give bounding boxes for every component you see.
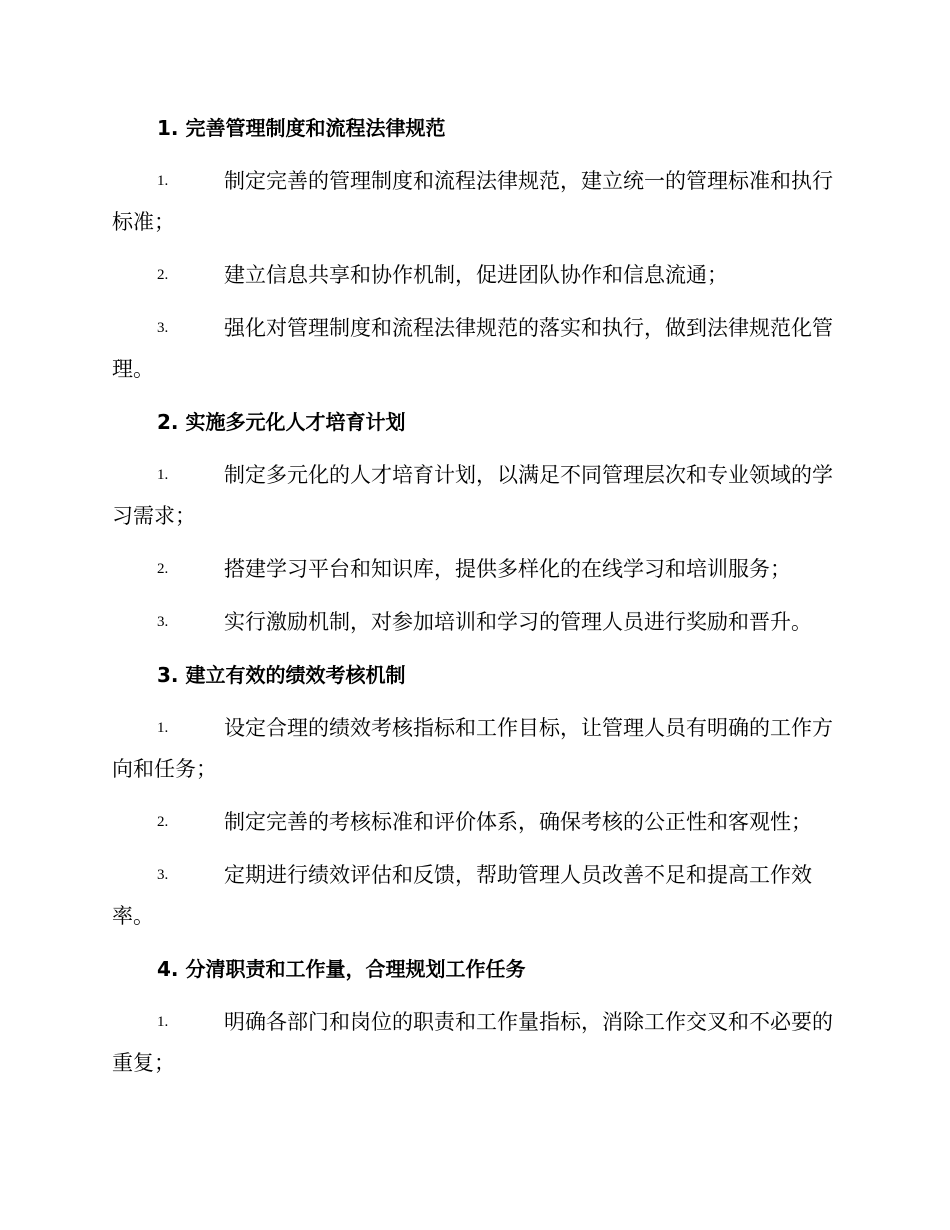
- list-item-text: 定期进行绩效评估和反馈，帮助管理人员改善不足和提高工作效率。: [112, 863, 812, 928]
- list-item-text: 明确各部门和岗位的职责和工作量指标，消除工作交叉和不必要的重复；: [112, 1010, 833, 1075]
- document-body: [112, 108, 834, 1084]
- list-item-number: 1.: [157, 467, 169, 483]
- list-item-text: 实行激励机制，对参加培训和学习的管理人员进行奖励和晋升。: [224, 610, 812, 634]
- section-title: 3. 建立有效的绩效考核机制: [157, 663, 406, 687]
- list-item-number: 3.: [157, 320, 169, 336]
- list-item: [112, 802, 834, 843]
- list-item: [112, 549, 834, 590]
- list-item-text: 建立信息共享和协作机制，促进团队协作和信息流通；: [224, 263, 728, 287]
- list-item-text: 设定合理的绩效考核指标和工作目标，让管理人员有明确的工作方向和任务；: [112, 716, 833, 781]
- list-item-text: 制定完善的管理制度和流程法律规范，建立统一的管理标准和执行标准；: [112, 169, 833, 234]
- list-item: [112, 708, 834, 790]
- list-item-text: 搭建学习平台和知识库，提供多样化的在线学习和培训服务；: [224, 557, 791, 581]
- list-item-number: 2.: [157, 814, 169, 830]
- list-item-text: 制定多元化的人才培育计划，以满足不同管理层次和专业领域的学习需求；: [112, 463, 833, 528]
- list-item-number: 2.: [157, 267, 169, 283]
- list-item: [112, 602, 834, 643]
- list-item-number: 1.: [157, 720, 169, 736]
- section-title: 4. 分清职责和工作量，合理规划工作任务: [157, 957, 526, 981]
- list-item: [112, 855, 834, 937]
- list-item-number: 1.: [157, 173, 169, 189]
- list-item-number: 3.: [157, 614, 169, 630]
- list-item: [112, 308, 834, 390]
- section-title: 1. 完善管理制度和流程法律规范: [157, 116, 446, 140]
- list-item: [112, 161, 834, 243]
- list-item-number: 1.: [157, 1014, 169, 1030]
- list-item: [112, 1002, 834, 1084]
- list-item-text: 强化对管理制度和流程法律规范的落实和执行，做到法律规范化管理。: [112, 316, 833, 381]
- list-item-number: 3.: [157, 867, 169, 883]
- section-title: 2. 实施多元化人才培育计划: [157, 410, 406, 434]
- list-item: [112, 455, 834, 537]
- list-item: [112, 255, 834, 296]
- list-item-text: 制定完善的考核标准和评价体系，确保考核的公正性和客观性；: [224, 810, 812, 834]
- list-item-number: 2.: [157, 561, 169, 577]
